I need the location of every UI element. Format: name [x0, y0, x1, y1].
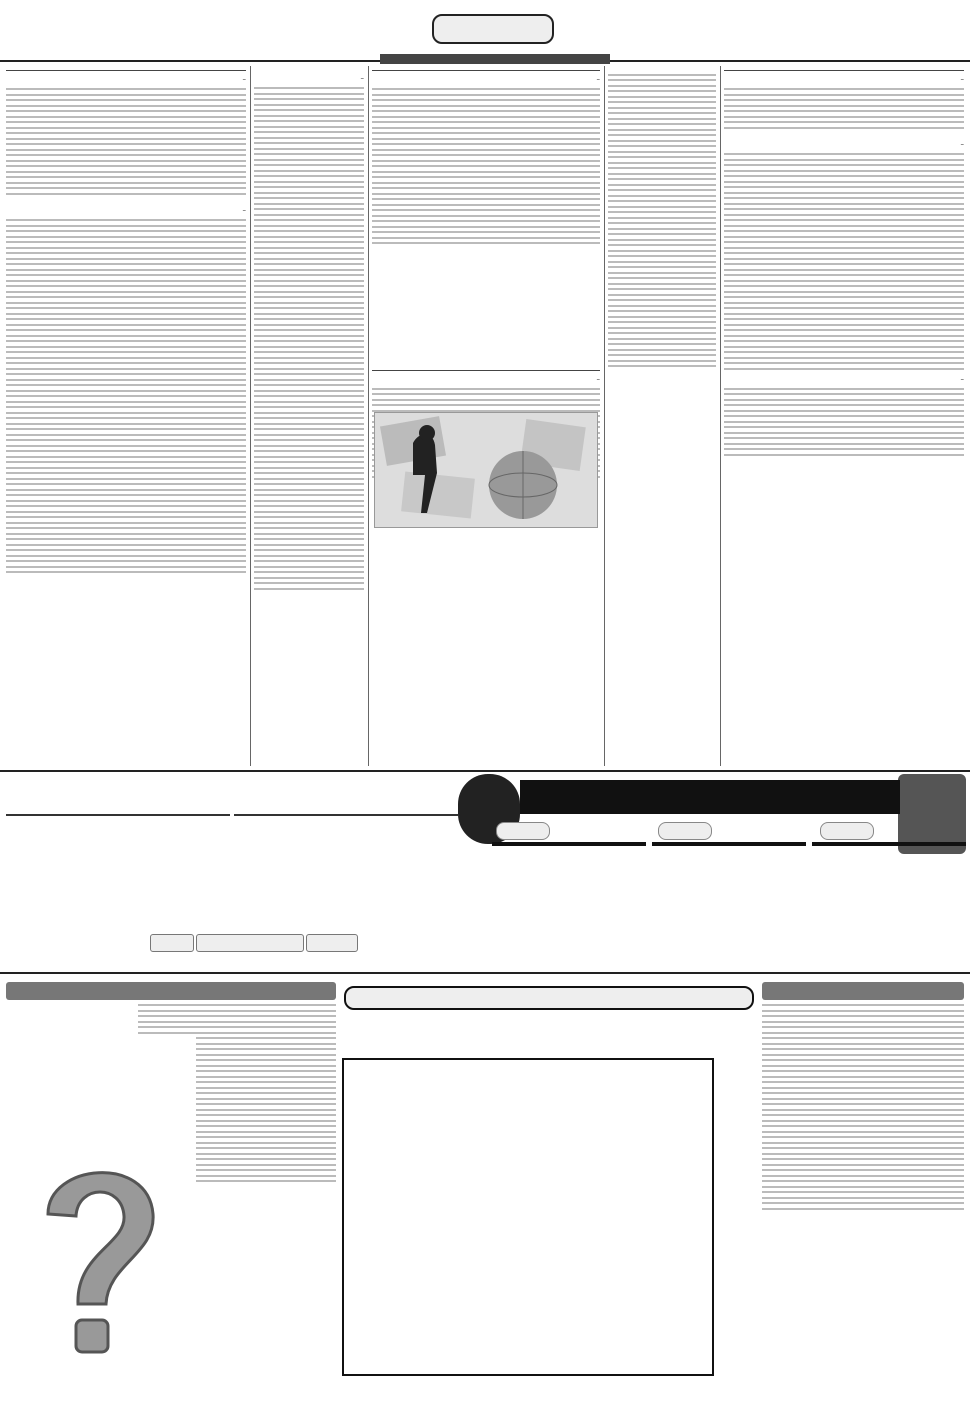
text-lines: [372, 88, 600, 244]
collage-illustration: [374, 413, 597, 528]
text-lines: [254, 87, 364, 590]
page-header: [0, 0, 970, 62]
article-title: [254, 66, 364, 70]
text-lines: [6, 219, 246, 573]
tagline: [380, 54, 610, 64]
text-lines: [138, 1004, 336, 1034]
sudoku-grid-medium[interactable]: [652, 842, 806, 846]
article-title-2: [6, 198, 246, 202]
previous-crossword-special: [6, 814, 230, 816]
crossword-grid[interactable]: [342, 1058, 714, 1376]
text-lines: [196, 1037, 336, 1182]
text-lines: [724, 88, 964, 129]
column-2: [608, 66, 716, 766]
article-title-2: [724, 132, 964, 136]
sudoku-grid-hard[interactable]: [812, 842, 966, 846]
answer-type-normal: [306, 934, 358, 952]
column-divider: [604, 66, 605, 766]
crossword-section: [0, 972, 970, 1407]
level-medium-label: [658, 822, 712, 840]
column-5: – –: [6, 66, 246, 766]
column-3: – –: [372, 66, 600, 766]
article-title: [372, 66, 600, 71]
previous-crossword-normal: [234, 814, 458, 816]
sudoku-grid-easy[interactable]: [492, 842, 646, 846]
crossword-row-numbers: [716, 1058, 740, 1376]
article-title: [724, 66, 964, 71]
newspaper-logo: [6, 4, 94, 44]
article-title: [608, 66, 716, 70]
column-4: –: [254, 66, 364, 766]
text-lines: [6, 88, 246, 195]
newspaper-collage-image: [374, 412, 598, 528]
text-lines: [762, 1004, 964, 1089]
clues-special-head: [6, 982, 336, 1000]
column-divider: [250, 66, 251, 766]
article-title-2: [372, 366, 600, 371]
column-1: – – –: [724, 66, 964, 766]
clues-normal-head: [762, 982, 964, 1000]
answer-type-special: [150, 934, 194, 952]
column-divider: [720, 66, 721, 766]
column-divider: [368, 66, 369, 766]
question-mark-illustration: [18, 1144, 178, 1384]
answer-label: [196, 934, 304, 952]
crossword-title: [344, 986, 754, 1010]
section-title: [432, 14, 554, 44]
text-lines: [724, 388, 964, 456]
article-title: [6, 66, 246, 71]
text-lines: [724, 153, 964, 370]
clues-normal: [762, 982, 964, 1402]
photo-spacer: [372, 248, 600, 366]
sudoku-banner: [520, 780, 900, 814]
text-lines: [762, 1092, 964, 1210]
sudoku-strip: [0, 770, 970, 970]
level-easy-label: [496, 822, 550, 840]
level-hard-label: [820, 822, 874, 840]
page-number: [918, 16, 966, 56]
text-lines: [608, 74, 716, 368]
